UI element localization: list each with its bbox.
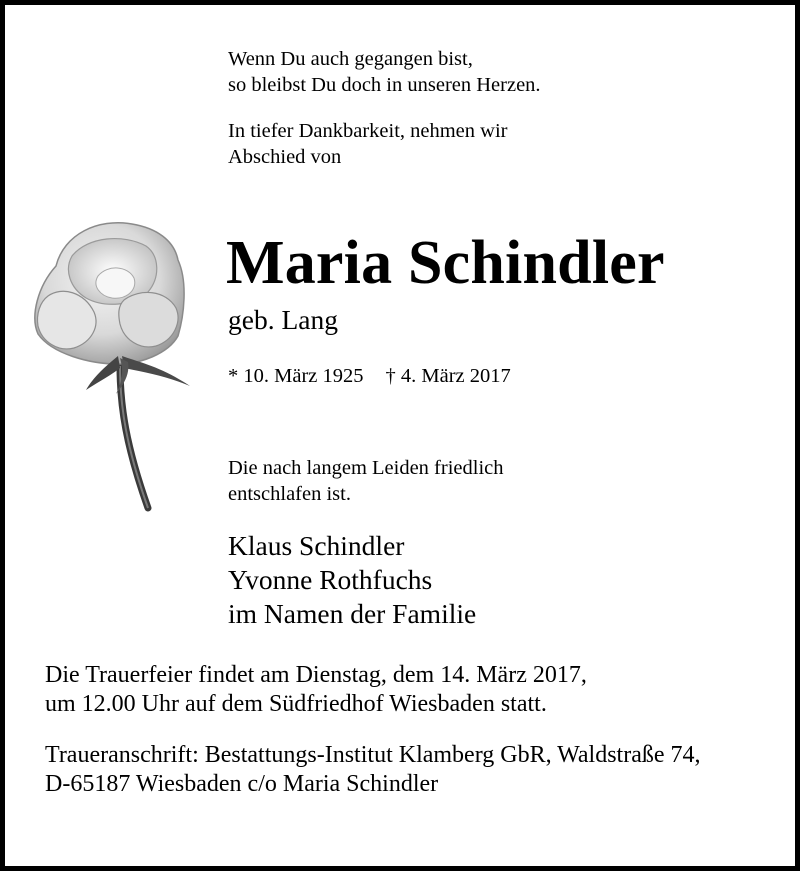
address-line-1: Traueranschrift: Bestattungs-Institut Klamberg GbR, Waldstraße 74,	[45, 742, 701, 768]
motto-line-2: so bleibst Du doch in unseren Herzen.	[228, 74, 541, 96]
death-date: † 4. März 2017	[385, 365, 511, 387]
death-note-line-1: Die nach langem Leiden friedlich	[228, 457, 504, 479]
death-note-line-2: entschlafen ist.	[228, 483, 351, 505]
maiden-name-block	[228, 303, 338, 337]
mourner-line-1: Klaus Schindler	[228, 530, 405, 561]
funeral-line-2: um 12.00 Uhr auf dem Südfriedhof Wiesbaden statt.	[45, 691, 547, 717]
address-line-2: D-65187 Wiesbaden c/o Maria Schindler	[45, 771, 439, 797]
deceased-name: Maria Schindler	[226, 229, 665, 297]
mourning-address	[45, 741, 701, 799]
mourners	[228, 529, 476, 631]
maiden-name: geb. Lang	[228, 304, 338, 335]
funeral-line-1: Die Trauerfeier findet am Dienstag, dem 14. März 2017,	[45, 662, 587, 688]
intro-line-1: In tiefer Dankbarkeit, nehmen wir	[228, 120, 508, 142]
life-dates	[228, 363, 511, 389]
funeral-info	[45, 661, 587, 719]
death-note	[228, 455, 504, 507]
rose-icon	[28, 216, 200, 516]
birth-date: * 10. März 1925	[228, 365, 364, 387]
intro-text	[228, 118, 507, 170]
deceased-name-block	[226, 228, 665, 298]
motto-line-1: Wenn Du auch gegangen bist,	[228, 48, 473, 70]
motto	[228, 46, 541, 98]
intro-line-2: Abschied von	[228, 146, 342, 168]
mourner-line-3: im Namen der Familie	[228, 598, 477, 629]
mourner-line-2: Yvonne Rothfuchs	[228, 564, 433, 595]
